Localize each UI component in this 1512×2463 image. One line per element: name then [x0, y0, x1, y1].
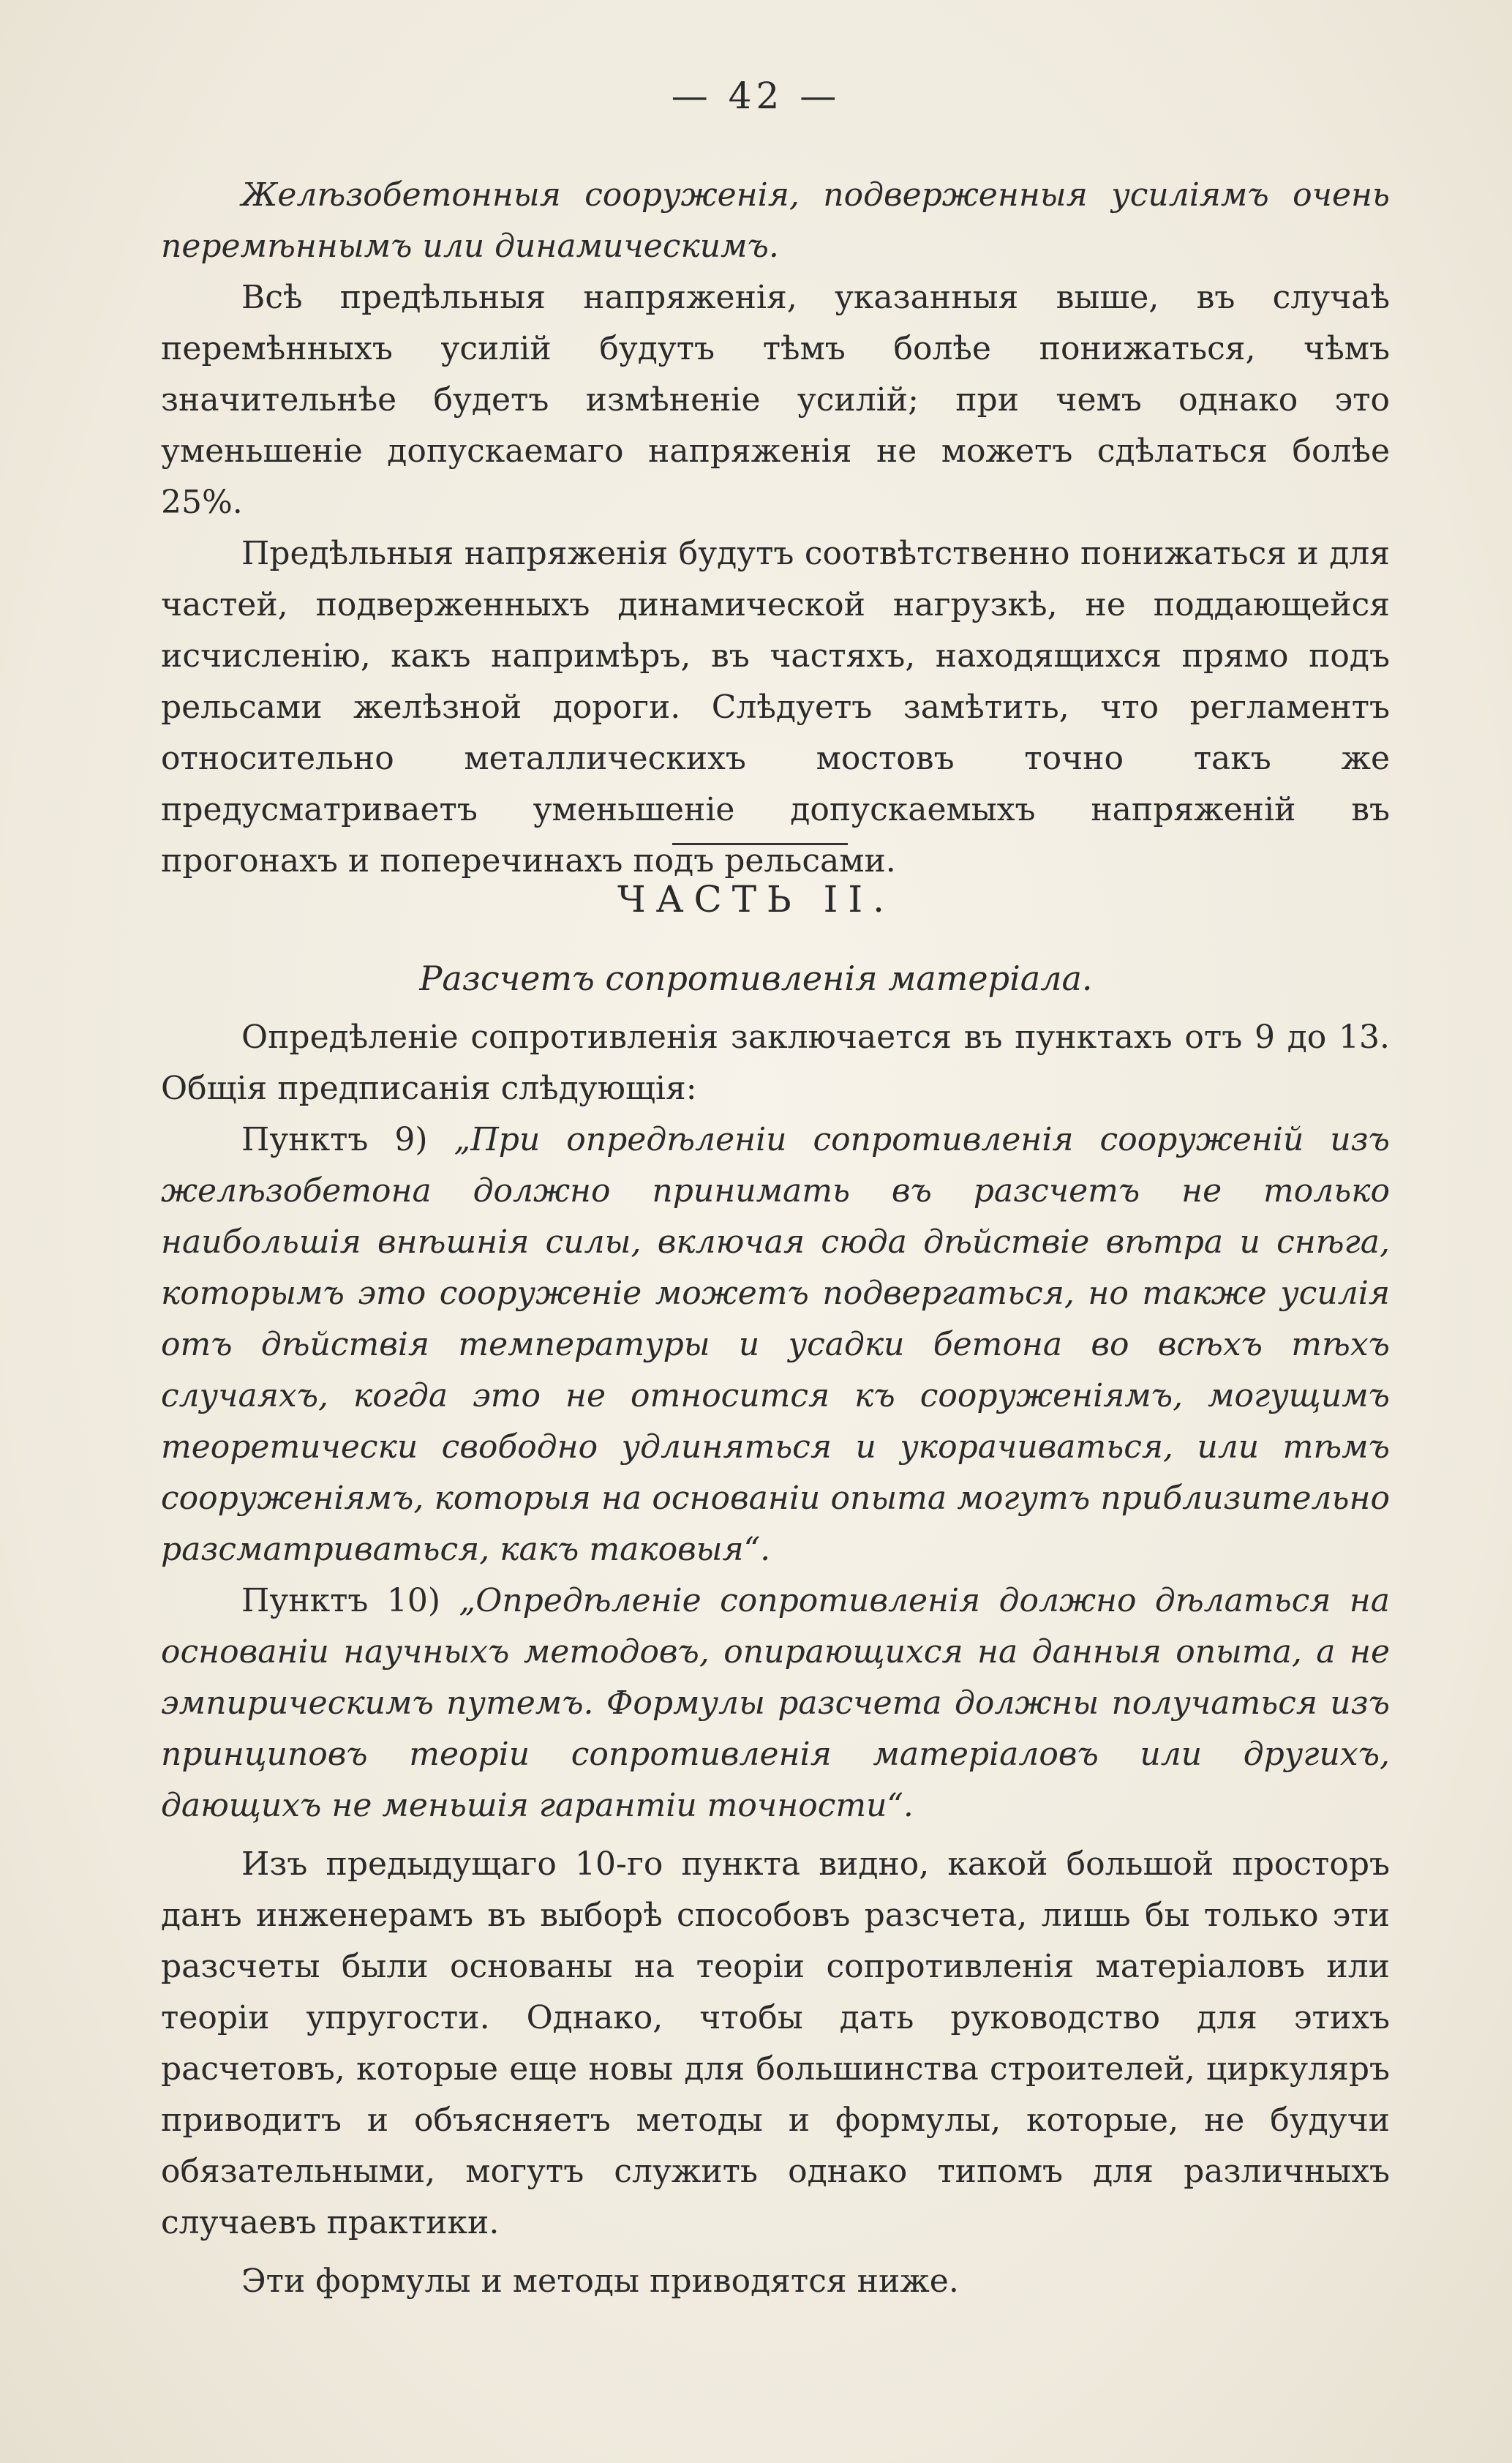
paragraph-dynamic-load: Предѣльныя напряженія будутъ соотвѣтственно понижаться и для частей, подверженныхъ динамической нагрузкѣ, не поддающейся исчисленію, какъ напримѣръ, въ частяхъ, находящихся прямо подъ рельсами желѣзной дороги. Слѣдуетъ замѣтить, что регламентъ относительно металлическихъ мостовъ точно такъ же предусматриваетъ уменьшеніе допускаемыхъ напряженій въ прогонахъ и поперечинахъ подъ рельсами. [161, 535, 1390, 880]
paragraph-explanation: Изъ предыдущаго 10-го пункта видно, какой большой просторъ данъ инженерамъ въ выборѣ способовъ разсчета, лишь бы только эти разсчеты были основаны на теоріи сопротивленія матеріаловъ или теоріи упругости. Однако, чтобы дать руководство для этихъ расчетовъ, которые еще новы для большинства строителей, циркуляръ приводитъ и объясняетъ методы и формулы, которые, не будучи обязательными, могутъ служить однако типомъ для различныхъ случаевъ практики. [161, 1845, 1390, 2241]
section-divider [672, 843, 848, 845]
item-10-quote: „Опредѣленіе сопротивленія должно дѣлаться на основаніи научныхъ методовъ, опирающихся на данныя опыта, а не эмпирическимъ путемъ. Формулы разсчета должны получаться изъ принциповъ теоріи сопротивленія матеріаловъ или другихъ, дающихъ не меньшія гарантіи точности“. [161, 1582, 1390, 1824]
section-title: Разсчетъ сопротивленія матеріала. [419, 959, 1093, 998]
item-10-label: Пунктъ 10) [241, 1582, 441, 1619]
part-title: ЧАСТЬ II. [617, 878, 895, 921]
main-text-block [161, 1012, 1390, 2307]
item-9-label: Пунктъ 9) [241, 1121, 428, 1158]
top-text-block [161, 170, 1390, 887]
paragraph-reduction: Всѣ предѣльныя напряженія, указанныя выше, въ случаѣ перемѣнныхъ усилій будутъ тѣмъ болѣе понижаться, чѣмъ значительнѣе будетъ измѣненіе усилій; при чемъ однако это уменьшеніе допускаемаго напряженія не можетъ сдѣлаться болѣе 25%. [161, 279, 1390, 521]
intro-text: Опредѣленіе сопротивленія заключается въ пунктахъ отъ 9 до 13. Общія предписанія слѣдующія: [161, 1019, 1390, 1107]
paragraph-closing: Эти формулы и методы приводятся ниже. [241, 2263, 959, 2300]
item-10 [161, 1575, 1390, 1832]
intro-heading: Желѣзобетонныя сооруженія, подверженныя усиліямъ очень перемѣннымъ или динамическимъ. [161, 176, 1390, 265]
item-9-quote: „При опредѣленіи сопротивленія сооруженій изъ желѣзобетона должно принимать въ разсчетъ не только наибольшія внѣшнія силы, включая сюда дѣйствіе вѣтра и снѣга, которымъ это сооруженіе можетъ подвергаться, но также усилія отъ дѣйствія температуры и усадки бетона во всѣхъ тѣхъ случаяхъ, когда это не относится къ сооруженіямъ, могущимъ теоретически свободно удлиняться и укорачиваться, или тѣмъ сооруженіямъ, которыя на основаніи опыта могутъ приблизительно разсматриваться, какъ таковыя“. [161, 1121, 1390, 1568]
item-9 [161, 1114, 1390, 1575]
page-number: — 42 — [671, 75, 841, 117]
